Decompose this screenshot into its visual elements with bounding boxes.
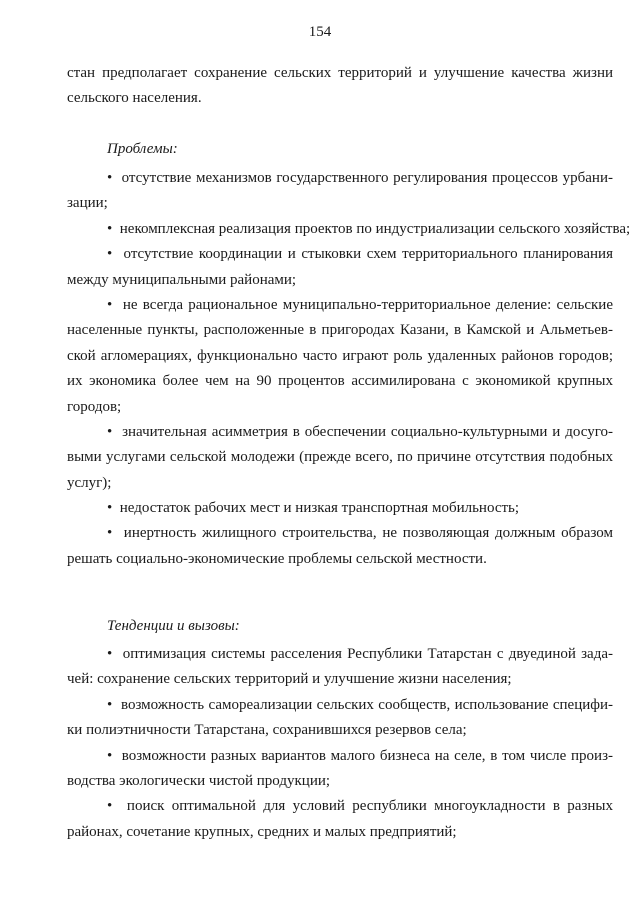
text-line: их экономика более чем на 90 процентов ассимилирована с экономикой крупных <box>67 373 613 390</box>
text-line: районах, сочетание крупных, средних и малых предприятий; <box>67 823 457 840</box>
text-line: • оптимизация системы расселения Республики Татарстан с двуединой зада- <box>67 642 613 667</box>
problems-list <box>67 166 631 572</box>
list-item <box>67 642 613 693</box>
text-line: • поиск оптимальной для условий республики многоукладности в разных <box>67 794 613 819</box>
list-item <box>67 420 613 496</box>
text-line: ской агломерациях, функционально часто играют роль удаленных районов городов; <box>67 347 613 364</box>
list-item <box>67 693 613 744</box>
text-line: стан предполагает сохранение сельских территорий и улучшение качества жизни <box>67 65 613 81</box>
text-line: • возможности разных вариантов малого бизнеса на селе, в том числе произ- <box>67 744 613 769</box>
text-line: между муниципальными районами; <box>67 271 297 288</box>
list-item <box>67 496 613 521</box>
text-line: • инертность жилищного строительства, не позволяющая должным образом <box>67 521 613 546</box>
text-line: водства экологически чистой продукции; <box>67 772 331 789</box>
section-heading-trends: Тенденции и вызовы: <box>107 618 240 634</box>
text-line: • значительная асимметрия в обеспечении социально-культурными и досуго- <box>67 420 613 445</box>
text-line: услуг); <box>67 474 112 491</box>
text-line: • отсутствие координации и стыковки схем территориального планирования <box>67 242 613 267</box>
text-line: ки полиэтничности Татарстана, сохранившихся резервов села; <box>67 722 467 739</box>
trends-list <box>67 642 613 845</box>
text-line: • недостаток рабочих мест и низкая транспортная мобильность; <box>67 496 613 521</box>
text-line: сельского населения. <box>67 90 202 107</box>
section-heading-problems: Проблемы: <box>107 141 178 157</box>
text-line: • некомплексная реализация проектов по индустриализации сельского хозяйства; <box>67 217 613 242</box>
text-line: • возможность самореализации сельских сообществ, использование специфи- <box>67 693 613 718</box>
text-line: зации; <box>67 195 108 212</box>
text-line: • не всегда рациональное муниципально-территориальное деление: сельские <box>67 293 613 318</box>
list-item <box>67 217 631 242</box>
list-item <box>67 166 613 217</box>
text-line: решать социально-экономические проблемы сельской местности. <box>67 550 487 567</box>
list-item <box>67 794 613 845</box>
list-item <box>67 242 613 293</box>
text-line: • отсутствие механизмов государственного регулирования процессов урбани- <box>67 166 613 191</box>
intro-paragraph <box>67 61 613 112</box>
list-item <box>67 293 613 420</box>
list-item <box>67 744 613 795</box>
text-line: населенные пункты, расположенные в пригородах Казани, в Камской и Альметьев- <box>67 322 613 339</box>
list-item <box>67 521 613 572</box>
text-line: городов; <box>67 398 122 415</box>
text-line: чей: сохранение сельских территорий и улучшение жизни населения; <box>67 671 512 688</box>
page-number: 154 <box>308 24 332 40</box>
text-line: выми услугами сельской молодежи (прежде всего, по причине отсутствия подобных <box>67 449 613 466</box>
